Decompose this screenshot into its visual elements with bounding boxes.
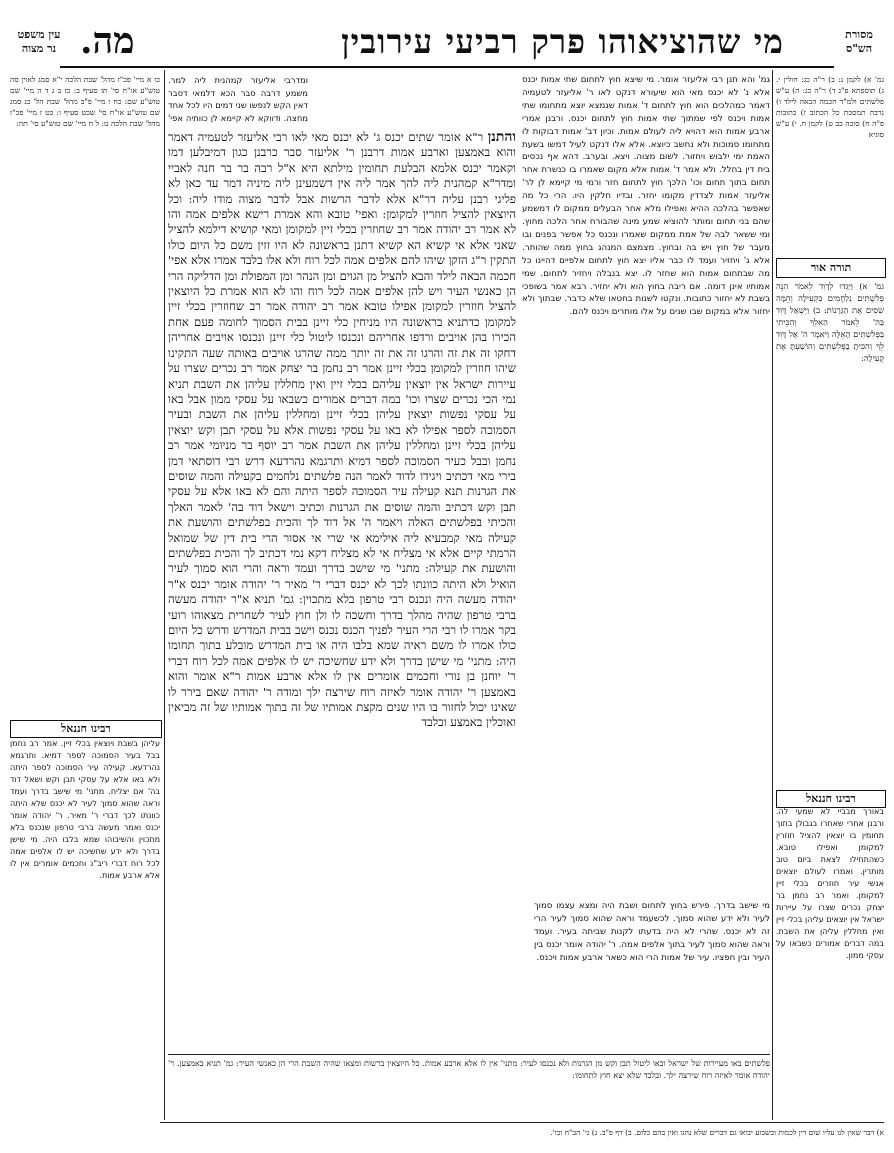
rashi-lower-commentary <box>534 900 770 1050</box>
daf-number: מה. <box>80 20 135 62</box>
bottom-commentary-text: פלשתים באו מעיירות של ישראל ובאו ליטול תבן וקש מן הגרנות ולא נכנסו לעיר: מתני' אין לו אלא ארבע אמות. כל היוצאין ברשות ומצאו שהיה השבת הרי הן כאנשי העיר: גמ' תניא באמצען. ר' יהודה אומר לאיזה רוח שירצה ילך. ובלבד שלא יצא חוץ לתחומו: <box>168 1059 770 1080</box>
rabbeinu-chananel-left-text: עליהן בשבת ויוצאין בכלי זיין. אמר רב נחמן בבל בעיר הסמוכה לספר דמיא. ותרגמא נהרדעא. קעילה עיר הסמוכה לספר היתה ולא באו אלא על עסקי תבן וקש ושאל דוד בה' אם יצליח. מתני' מי שישב בדרך ועמד וראה שהוא סמוך לעיר לא יכנס שלא היתה כוונתו לכך דברי ר' מאיר. ר' יהודה אומר יכנס ואמר מעשה ברבי טרפון שנכנס בלא מתכוין והשיבוהו שמא בלבו היה. מי שישן בדרך ולא ידע שחשיכה יש לו אלפים אמה לכל רוח דברי ריב"נ וחכמים אומרים אין לו אלא ארבע אמות. <box>10 739 160 880</box>
rabbeinu-chananel-right <box>776 806 884 1116</box>
torah-or-title: תורה אור <box>776 258 886 278</box>
page-header <box>60 22 834 68</box>
ein-mishpat-text: כו א מיי' פכ"ז מהל' שבת הלכה י"א סמג לאוין סה טוש"ע או"ח סי' תו סעיף ב: כז ב ג ד ה מיי' שם טוש"ע שם: כח ו מיי' פ"ב מהל' שבת הל' כג סמג שם טוש"ע או"ח סי' שכט סעיף ו: כט ז מיי' פכ"ז מהל' שבת הלכה ט: ל ח מיי' שם טוש"ע סי' תה: <box>10 75 160 128</box>
rabbeinu-chananel-left-title: רבינו חננאל <box>10 720 162 738</box>
gemara-lead-word: והתנן <box>487 130 516 145</box>
torah-or-text: גמ' א) וַיַּגִּדוּ לְדָוִד לֵאמֹר הִנֵּה פְלִשְׁתִּים נִלְחָמִים בִּקְעִילָה וְהֵמָּה שֹׁסִים אֶת הַגְּרָנוֹת: ב) וַיִּשְׁאַל דָּוִד בַּה' לֵאמֹר הַאֵלֵךְ וְהִכֵּיתִי בַּפְּלִשְׁתִּים הָאֵלֶּה וַיֹּאמֶר ה' אֶל דָּוִד לֵךְ וְהִכִּיתָ בַפְּלִשְׁתִּים וְהוֹשַׁעְתָּ אֶת קְעִילָה: <box>776 281 884 363</box>
torah-or-verses <box>776 280 884 400</box>
rabbeinu-chananel-right-text: באורך מבביי לא שמעי לה. ורבנן אחרי שאחרו בגבולן בתוך תחומין בו יוצאין להציל חוזרין למקומן ואפילו טובא. כשהתחילו לצאת ביום טוב מותרין. ואמרו לעולם יוצאים אנשי עיר חוזרים בכלי זיין למקומן. ואמר רב נחמן בר יצחק נכרים שצרו על עיירות ישראל אין יוצאים עליהן בכלי זיין ואין מחללין עליהן את השבת. במה דברים אמורים כשבאו על עסקי ממון. <box>776 807 884 960</box>
rashi-lower-text: מי שישב בדרך. פירש בחוץ לתחום ושבת היה ומצא עצמו סמוך לעיר ולא ידע שהוא סמוך. לכשעמד וראה שהוא סמוך לעיר הרי זה לא יכנס. שהרי לא היה בדעתו לקנות שביתה בעיר. ועמד וראה שהוא סמוך לעיר בתוך אלפים אמה. ר' יהודה אומר יכנס בין העיר ובין חפציו. עיר של אמות הרי הוא כשאר ארבע אמות ויכנס. <box>534 901 770 963</box>
masoret-hashas-text: גמ' א) לקמן נ: ב) ר"ה כג: חולין י. ג) תוספתא פ"ג ד) ר"ה כג: ה) ע"ש פלשתים ולמ"ד חכמה הבאה לילד ו) נרבה תמסכת כל הכתוב ז) כתובות פ"ה ח) סוכה כב ט) לקמן ח. י) ע"ש סוגיא <box>776 75 884 139</box>
gemara-text: ר"א אומר שתים יכנס ג' לא יכנס מאי לאו רבי אליעזר לטעמיה דאמר והוא באמצען וארבע אמות דרבנן ר' אליעזר סבר כרבנן כגון דמיבלען דמו וקאמר יכנס אלמא הבלעת תחומין מילתא היא א"ל רבה בר בר חנה לאביי ומדר"א קמהנית ליה להך אמר ליה אין דשמעינן ליה מיניה דמר עד כאן לא פליגי רבנן עליה דר"א אלא לדבר הרשות אבל לדבר מצוה מודו ליה: וכל היוצאין להציל חוזרין למקומן: ואפי' טובא והא אמרת רישא אלפים אמה והו לא אמר רב יהודה אמר רב שחוזרין בכלי זיין למקומן ומאי קושיא דילמא להציל שאני אלא אי קשיא הא קשיא דתנן בראשונה לא היו זזין משם כל היום כולו התקין ר"ג הזקן שיהו להם אלפים אמה לכל רוח ולא אלו בלבד אמרו אלא אפי' חכמה הבאה לילד והבא להציל מן הגוים ומן הנהר ומן המפולת ומן הדליקה הרי הן כאנשי העיר ויש להן אלפים אמה לכל רוח והו לא הוא אמרת כל היוצאין להציל חוזרין למקומן אפילו טובא אמר רב יהודה אמר רב שחוזרין בכלי זיין למקומן כדתניא בראשונה היו מניחין כלי זיינן בבית הסמוך לחומה פעם אחת הכירו בהן אויבים ורדפו אחריהם ונכנסו ליטול כלי זיינן ונכנסו אויבים אחריהן דחקו זה את זה והרגו זה את זה יותר ממה שהרגו אויבים באותה שעה התקינו שיהו חוזרין למקומן בכלי זיינן אמר רב נחמן בר יצחק אמר רב נכרים שצרו על עיירות ישראל אין יוצאין עליהם בכלי זיין ואין מחללין עליהן את השבת תניא נמי הכי נכרים שצרו וכו' במה דברים אמורים כשבאו על עסקי ממון אבל באו על עסקי נפשות יוצאין עליהן בכלי זיינן ומחללין עליהן את השבת ובעיר הסמוכה לספר אפילו לא באו על עסקי נפשות אלא על עסקי תבן וקש יוצאין עליהן בכלי זיינן ומחללין עליהן את השבת אמר רב יוסף בר מניומי אמר רב נחמן ובבל כעיר הסמוכה לספר דמיא ותרגמא נהרדעא דרש רבי דוסתאי דמן בירי מאי דכתיב ויגידו לדוד לאמר הנה פלשתים נלחמים בקעילה והמה שוסים את הגרנות תנא קעילה עיר הסמוכה לספר היתה והם לא באו אלא על עסקי תבן וקש דכתיב והמה שוסים את הגרנות וכתיב וישאל דוד בה' לאמר האלך והכיתי בפלשתים האלה ויאמר ה' אל דוד לך והכית בפלשתים והושעת את קעילה מאי קמבעיא ליה אילימא אי שרי אי אסור הרי בית דין של שמואל הרמתי קיים אלא אי מצליח אי לא מצליח דקא נמי דכתיב לך והכית בפלשתים והושעת את קעילה: מתני' מי שישב בדרך ועמד וראה והרי הוא סמוך לעיר הואיל ולא היתה כוונתו לכך לא יכנס דברי ר' מאיר ר' יהודה אומר יכנס א"ר יהודה מעשה היה ונכנס רבי טרפון בלא מתכוין: גמ' תניא א"ר יהודה מעשה ברבי טרפון שהיה מהלך בדרך וחשכה לו ולן חוץ לעיר לשחרית מצאוהו רועי בקר אמרו לו רבי הרי העיר לפניך הכנס נכנס וישב בבית המדרש ודרש כל היום כולו אמרו לו משם ראיה שמא בלבו היה או בית המדרש מובלע בתוך תחומו היה: מתני' מי שישן בדרך ולא ידע שחשיכה יש לו אלפים אמה לכל רוח דברי ר' יוחנן בן נורי וחכמים אומרים אין לו אלא ארבע אמות ר"א אומר והוא באמצען ר' יהודה אומר לאיזה רוח שירצה ילך ומודה ר' יהודה שאם בירר לו שאינו יכול לחזור בו היו שנים מקצת אמותיו של זה בתוך אמותיו של זה מביאין ואוכלין באמצע ובלבד <box>168 130 516 730</box>
rashi-text: גמ' והא תנן רבי אליעזר אומר. מי שיצא חוץ לתחום שתי אמות יכנס אלא נ' לא יכנס מאי הוא שיעורא דנקט לאו ר' אליעזר לטעמיה דאמר כמהלכים הוא חוץ לתחום ד' אמות שנמצא יוצא מתחומו שתי אמות ויכנס לפי שמתוך שתי אמות חוץ לתחום יכנס. ורבנן אמרי ארבע אמות הוא דהויא ליה לעולם אמות. וכיון דב' אמות דבוקות לו מתחומו סמוכות ולא נחשב כיוצא. אלא אלו דנקט לעיל דמשו בשעת האמת ימי ילבוש ויחזור. לשום מצוה. ויצא. ובערב. דהא אף נכסים בית דין בחלל. ולא אמר ד' אמות אלא מקום שאמרו בו כנשרת אחר תחום בתוך תחום וכו' הלכך חוץ לתחום חזר ורמי מי קיימא לן לר' אליעזר אמות לצדדין מקומו יחזר. ובדיו חלקין היו. הרי כל מה שאפשר בהלכה ההיא ואפילו מלא אחר הבעלים ממקום לו דמשמע שהם בני תחום ומותר להוציא שמע מינה שהבורח אחר הלכה מחוץ. ומי ששאר לבה של אמת ממקום שאמרו ונכנס כל אפשר בפנים ובו מעבר של חוץ ויש בה ובחוץ. מצמצם המנהג בחוץ ממה שהותר. אלא ג' ויחזיר ועמד לו כבר אליו יצא חוץ לתחום אלפיים דהיינו כל מה שבתחום אמות הוא שחזר לו. יצא בנבלה ויחזיר לתחום. שמי אמותיו אינן דומה. אם ריבה בחוץ הוא ולא יחזיר. רבא אמר בשופכי בשבת לא יחזור כתובות. ונקטו לשנות בחטאו שלא כדבר. שבתוך ולא יחזור אלא במקום שבו שנים על אלו מותרים ויכנס להם. <box>522 75 770 318</box>
rashi-commentary <box>522 74 770 754</box>
section-rule <box>168 1054 770 1055</box>
masoret-hashas-label: מסורת הש"ס <box>845 28 873 55</box>
ein-mishpat-label: עין משפט נר מצוה <box>17 28 61 55</box>
bottom-commentary <box>168 1058 770 1108</box>
footnote: א) דבר שאין לנו עליו שום דין לכמות ובשבוע יבואו גם דברים שלא נהגו ואין בהם כלום. ב) דף פ"ב. ג) גי' הב"ח וכו'. <box>550 1128 884 1137</box>
chapter-title: מי שהוציאוהו פרק רביעי עירובין <box>341 22 784 61</box>
ein-mishpat-notes <box>10 74 160 194</box>
column-rule <box>772 70 773 1120</box>
column-rule <box>164 70 165 1120</box>
footnote-rule <box>160 1122 884 1123</box>
gemara-text-block <box>168 130 516 920</box>
tosafot-text: ומדרבי אליעזר קמהנית ליה למר. משמע דרבה סבר הכא דלמאי דסבר דאין הקש לנפשו שני דמים היו לכל אחד מחצה. ודווקא לא קיימא לן כוותיה אפי' <box>168 75 308 123</box>
rabbeinu-chananel-right-title: רבינו חננאל <box>776 790 886 808</box>
tosafot-commentary <box>168 74 308 124</box>
rabbeinu-chananel-left <box>10 738 160 1108</box>
